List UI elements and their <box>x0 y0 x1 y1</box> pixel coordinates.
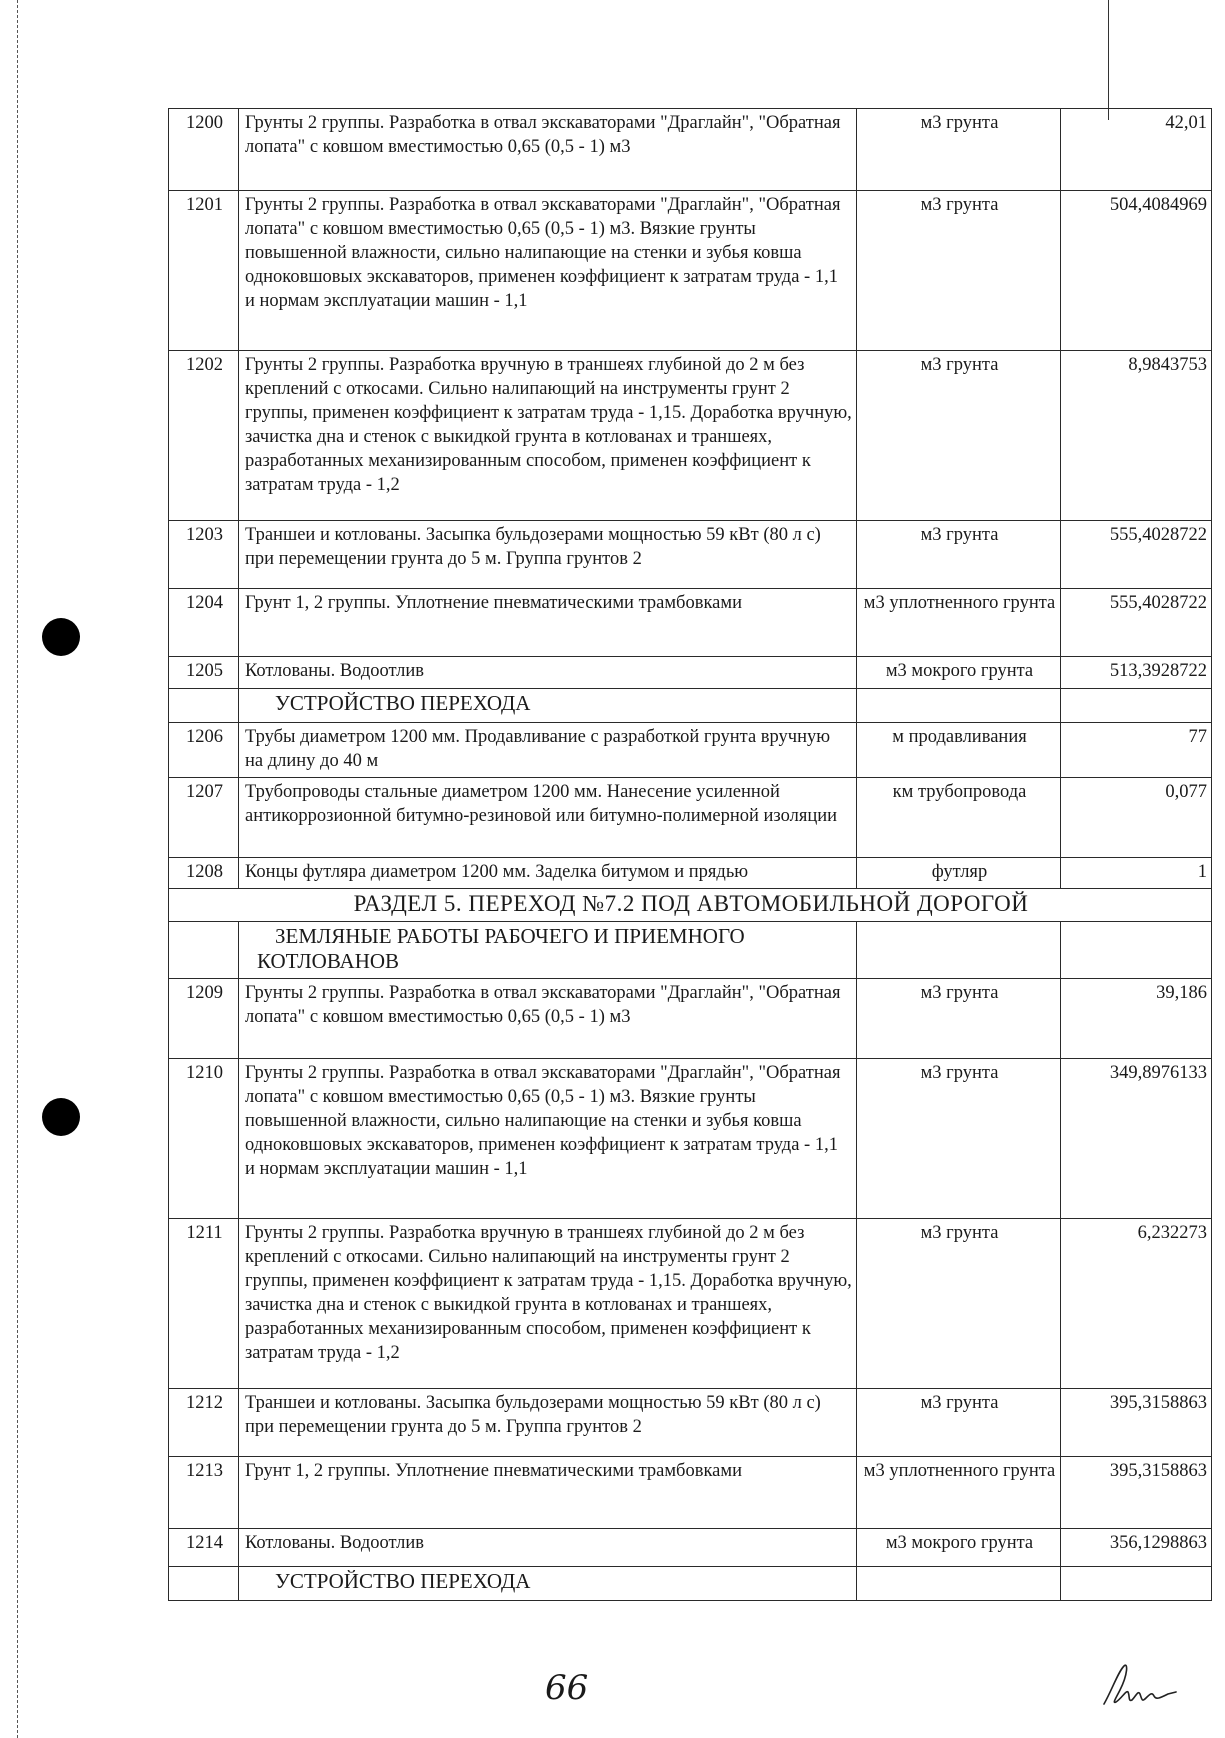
table-row <box>169 521 1212 589</box>
item-unit: м3 грунта <box>857 351 1061 521</box>
item-description: Грунт 1, 2 группы. Уплотнение пневматическими трамбовками <box>239 589 857 657</box>
item-description: Трубопроводы стальные диаметром 1200 мм. Нанесение усиленной антикоррозионной битумно-резиновой или битумно-полимерной изоляции <box>239 778 857 858</box>
item-number: 1210 <box>169 1059 239 1219</box>
table-row <box>169 979 1212 1059</box>
item-unit: м3 мокрого грунта <box>857 1529 1061 1567</box>
item-number: 1201 <box>169 191 239 351</box>
handwritten-signature <box>1098 1660 1178 1710</box>
item-unit: м3 уплотненного грунта <box>857 1457 1061 1529</box>
binding-dashed-line <box>17 0 18 1738</box>
item-quantity: 6,232273 <box>1061 1219 1212 1389</box>
item-description: Трубы диаметром 1200 мм. Продавливание с разработкой грунта вручную на длину до 40 м <box>239 723 857 778</box>
table-row <box>169 1529 1212 1567</box>
table-row <box>169 723 1212 778</box>
item-unit: м3 грунта <box>857 521 1061 589</box>
item-unit: м3 грунта <box>857 191 1061 351</box>
item-description: Грунты 2 группы. Разработка в отвал экскаваторами "Драглайн", "Обратная лопата" с ковшом вместимостью 0,65 (0,5 - 1) м3. Вязкие грунты повышенной влажности, сильно налипающие на стенки и зубья ковша одноковшовых экскаваторов, применен коэффициент к затратам труда - 1,1 и нормам эксплуатации машин - 1,1 <box>239 191 857 351</box>
punch-hole <box>42 618 80 656</box>
subheading: УСТРОЙСТВО ПЕРЕХОДА <box>275 691 531 715</box>
item-description: Котлованы. Водоотлив <box>239 1529 857 1567</box>
item-quantity: 395,3158863 <box>1061 1389 1212 1457</box>
table-row <box>169 589 1212 657</box>
item-unit: км трубопровода <box>857 778 1061 858</box>
item-quantity: 395,3158863 <box>1061 1457 1212 1529</box>
subheading-line2: КОТЛОВАНОВ <box>257 949 400 973</box>
item-number: 1211 <box>169 1219 239 1389</box>
item-description: Котлованы. Водоотлив <box>239 657 857 689</box>
table-row <box>169 1059 1212 1219</box>
subheading-row <box>169 689 1212 723</box>
item-description: Грунт 1, 2 группы. Уплотнение пневматическими трамбовками <box>239 1457 857 1529</box>
table-row <box>169 858 1212 889</box>
item-description: Грунты 2 группы. Разработка вручную в траншеях глубиной до 2 м без креплений с откосами. Сильно налипающий на инструменты грунт 2 группы, применен коэффициент к затратам труда - 1,15. Доработка вручную, зачистка дна и стенок с выкидкой грунта в котлованах и траншеях, разработанных механизированным способом, применен коэффициент к затратам труда - 1,2 <box>239 351 857 521</box>
page-number: 66 <box>545 1668 589 1708</box>
table-row <box>169 1457 1212 1529</box>
item-quantity: 39,186 <box>1061 979 1212 1059</box>
estimate-table <box>168 108 1212 1601</box>
item-quantity: 513,3928722 <box>1061 657 1212 689</box>
item-unit: м3 грунта <box>857 1389 1061 1457</box>
item-quantity: 1 <box>1061 858 1212 889</box>
item-unit: м3 грунта <box>857 109 1061 191</box>
subheading-row <box>169 922 1212 979</box>
page-edge-line <box>1108 0 1109 120</box>
punch-hole <box>42 1098 80 1136</box>
item-unit: м3 мокрого грунта <box>857 657 1061 689</box>
item-number: 1203 <box>169 521 239 589</box>
item-unit: м3 грунта <box>857 979 1061 1059</box>
item-unit: м3 грунта <box>857 1219 1061 1389</box>
item-number: 1206 <box>169 723 239 778</box>
item-number: 1200 <box>169 109 239 191</box>
item-number: 1205 <box>169 657 239 689</box>
table-row <box>169 351 1212 521</box>
item-unit: м продавливания <box>857 723 1061 778</box>
item-quantity: 42,01 <box>1061 109 1212 191</box>
item-number: 1208 <box>169 858 239 889</box>
subheading-row <box>169 1567 1212 1601</box>
section-title: РАЗДЕЛ 5. ПЕРЕХОД №7.2 ПОД АВТОМОБИЛЬНОЙ ДОРОГОЙ <box>169 889 1212 922</box>
item-unit: м3 уплотненного грунта <box>857 589 1061 657</box>
table-row <box>169 657 1212 689</box>
item-number: 1209 <box>169 979 239 1059</box>
item-number: 1202 <box>169 351 239 521</box>
item-description: Концы футляра диаметром 1200 мм. Заделка битумом и прядью <box>239 858 857 889</box>
item-number: 1214 <box>169 1529 239 1567</box>
table-row <box>169 778 1212 858</box>
item-quantity: 0,077 <box>1061 778 1212 858</box>
item-number: 1204 <box>169 589 239 657</box>
table-row <box>169 109 1212 191</box>
section-row <box>169 889 1212 922</box>
subheading-line1: ЗЕМЛЯНЫЕ РАБОТЫ РАБОЧЕГО И ПРИЕМНОГО <box>275 924 745 948</box>
item-unit: м3 грунта <box>857 1059 1061 1219</box>
item-quantity: 356,1298863 <box>1061 1529 1212 1567</box>
table-row <box>169 191 1212 351</box>
item-description: Грунты 2 группы. Разработка вручную в траншеях глубиной до 2 м без креплений с откосами. Сильно налипающий на инструменты грунт 2 группы, применен коэффициент к затратам труда - 1,15. Доработка вручную, зачистка дна и стенок с выкидкой грунта в котлованах и траншеях, разработанных механизированным способом, применен коэффициент к затратам труда - 1,2 <box>239 1219 857 1389</box>
item-number: 1207 <box>169 778 239 858</box>
item-quantity: 504,4084969 <box>1061 191 1212 351</box>
item-description: Грунты 2 группы. Разработка в отвал экскаваторами "Драглайн", "Обратная лопата" с ковшом вместимостью 0,65 (0,5 - 1) м3. Вязкие грунты повышенной влажности, сильно налипающие на стенки и зубья ковша одноковшовых экскаваторов, применен коэффициент к затратам труда - 1,1 и нормам эксплуатации машин - 1,1 <box>239 1059 857 1219</box>
item-quantity: 77 <box>1061 723 1212 778</box>
item-quantity: 8,9843753 <box>1061 351 1212 521</box>
table-row <box>169 1389 1212 1457</box>
item-description: Траншеи и котлованы. Засыпка бульдозерами мощностью 59 кВт (80 л с) при перемещении грунта до 5 м. Группа грунтов 2 <box>239 521 857 589</box>
item-quantity: 349,8976133 <box>1061 1059 1212 1219</box>
item-number: 1213 <box>169 1457 239 1529</box>
item-number: 1212 <box>169 1389 239 1457</box>
item-description: Грунты 2 группы. Разработка в отвал экскаваторами "Драглайн", "Обратная лопата" с ковшом вместимостью 0,65 (0,5 - 1) м3 <box>239 109 857 191</box>
item-quantity: 555,4028722 <box>1061 521 1212 589</box>
table-row <box>169 1219 1212 1389</box>
item-description: Траншеи и котлованы. Засыпка бульдозерами мощностью 59 кВт (80 л с) при перемещении грунта до 5 м. Группа грунтов 2 <box>239 1389 857 1457</box>
item-unit: футляр <box>857 858 1061 889</box>
subheading: УСТРОЙСТВО ПЕРЕХОДА <box>275 1569 531 1593</box>
item-quantity: 555,4028722 <box>1061 589 1212 657</box>
item-description: Грунты 2 группы. Разработка в отвал экскаваторами "Драглайн", "Обратная лопата" с ковшом вместимостью 0,65 (0,5 - 1) м3 <box>239 979 857 1059</box>
